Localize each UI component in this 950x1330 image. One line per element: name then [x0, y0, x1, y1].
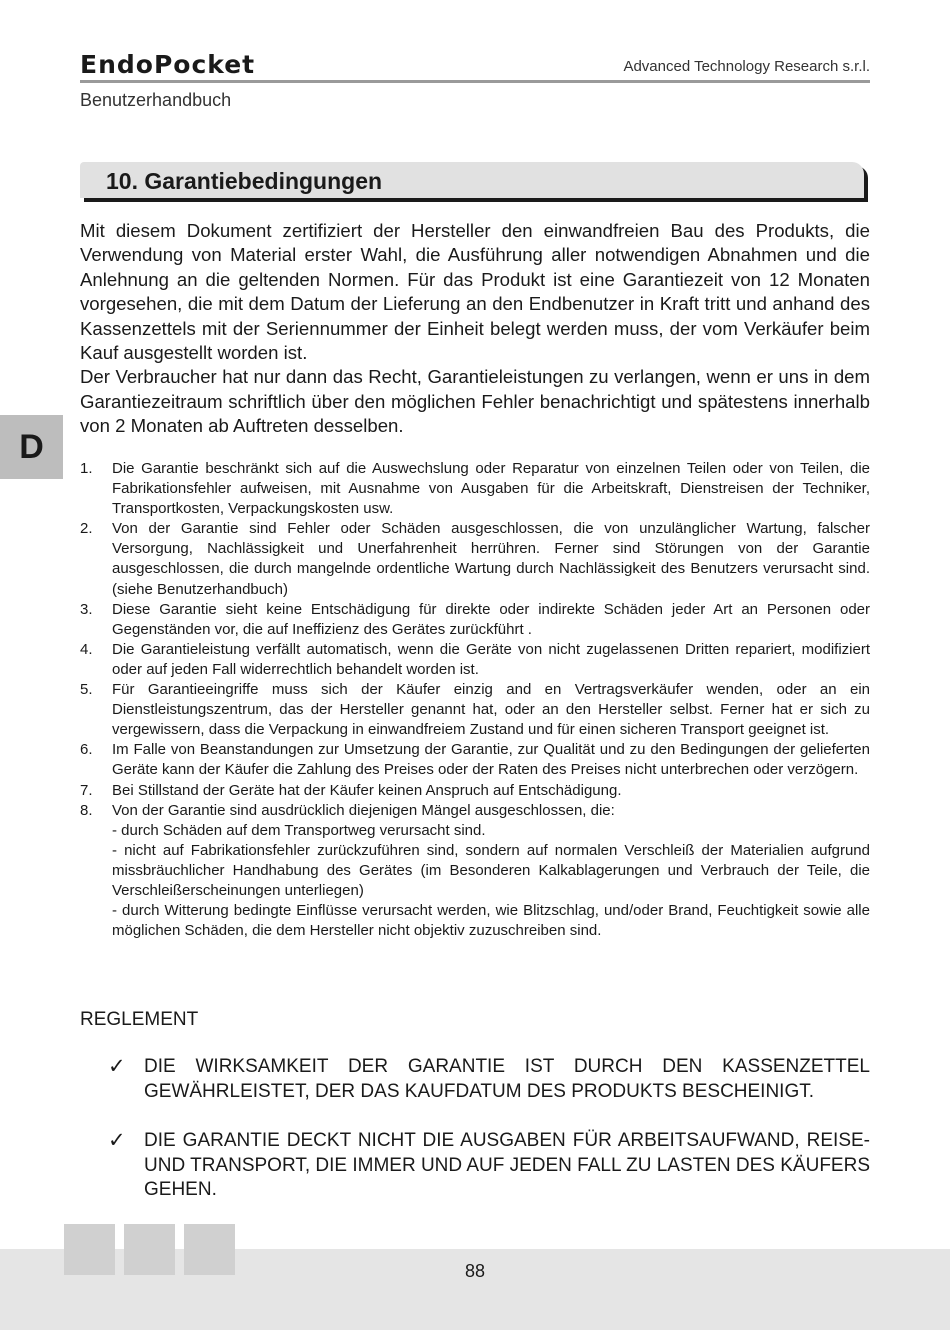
item-text: Die Garantie beschränkt sich auf die Auswechslung oder Reparatur von einzelnen Teilen oder von Teilen, die Fabrikationsfehler aufweisen, mit Ausnahme von Ausgaben für die Arbeitskraft, Dienstreisen der Techniker, Transportkosten, Verpackungskosten usw. — [112, 460, 870, 518]
item-number: 5. — [80, 681, 93, 699]
rule-item — [108, 1129, 870, 1203]
list-item — [80, 640, 870, 680]
item-number: 8. — [80, 801, 93, 819]
company-name: Advanced Technology Research s.r.l. — [623, 58, 870, 75]
rule-text: DIE WIRKSAMKEIT DER GARANTIE IST DURCH DEN KASSENZETTEL GEWÄHRLEISTET, DER DAS KAUFDATUM DES PRODUKTS BESCHEINIGT. — [144, 1056, 870, 1102]
list-item — [80, 801, 870, 942]
item-text: Für Garantieeingriffe muss sich der Käufer einzig and en Vertragsverkäufer wenden, oder an ein Dienstleistungszentrum, das der Hersteller genannt hat, oder an den Hersteller selbst. Ferner hat er sich zu vergewissern, dass die Verpackung in einwandfreiem Zustand und für einen sicheren Transport geeignet ist. — [112, 681, 870, 739]
language-tab: D — [0, 415, 63, 479]
reglement-rules — [108, 1055, 870, 1228]
item-text: Die Garantieleistung verfällt automatisch, wenn die Geräte von nicht zugelassenen Dritten repariert, modifiziert oder auf jeden Fall widerrechtlich behandelt worden ist. — [112, 640, 870, 678]
intro-text — [80, 219, 870, 439]
item-text: Diese Garantie sieht keine Entschädigung für direkte oder indirekte Schäden jeder Art an Personen oder Gegenständen vor, die auf Ineffizienz des Gerätes zurückführt . — [112, 600, 870, 638]
section-title-bar — [80, 162, 864, 198]
section-title: 10. Garantiebedingungen — [106, 168, 383, 194]
manual-subtitle: Benutzerhandbuch — [80, 90, 232, 110]
intro-paragraph: Der Verbraucher hat nur dann das Recht, Garantieleistungen zu verlangen, wenn er uns in dem Garantiezeitraum schriftlich über den möglichen Fehler benachrichtigt und spätestens innerhalb von 2 Monaten ab Auftreten desselben. — [80, 366, 870, 437]
item-number: 7. — [80, 781, 93, 799]
item-number: 1. — [80, 460, 93, 477]
rule-text: DIE GARANTIE DECKT NICHT DIE AUSGABEN FÜR ARBEITSAUFWAND, REISE- UND TRANSPORT, DIE IMMER UND AUF JEDEN FALL ZU LASTEN DES KÄUFERS GEHEN. — [144, 1130, 870, 1200]
brand-logo: EndoPocket — [80, 50, 256, 79]
item-text: Von der Garantie sind Fehler oder Schäden ausgeschlossen, die von unzulänglicher Wartung, falscher Versorgung, Nachlässigkeit und Unerfahrenheit herrühren. Ferner sind Störungen von der Garantie ausgeschlossen, die durch mangelnde ordentliche Wartung durch Nachlässigkeit des Benutzers verursacht sind. (siehe Benutzerhandbuch) — [112, 520, 870, 598]
header-divider — [80, 80, 870, 83]
check-mark-icon: ✓ — [108, 1055, 126, 1078]
sub-item: - durch Schäden auf dem Transportweg verursacht sind. — [112, 821, 486, 839]
list-item — [80, 740, 870, 780]
item-number: 3. — [80, 600, 93, 618]
sub-item: - nicht auf Fabrikationsfehler zurückzuführen sind, sondern auf normalen Verschleiß der Materialien aufgrund missbräuchlicher Handhabung des Gerätes (im Besonderen Kalkablagerungen und Verbrauch der Teile, die Verschleißerscheinungen unterliegen) — [112, 841, 870, 899]
list-item — [80, 600, 870, 640]
item-number: 2. — [80, 520, 93, 538]
list-item — [80, 519, 870, 599]
list-item — [80, 680, 870, 740]
list-item — [80, 781, 870, 801]
sub-item: - durch Witterung bedingte Einflüsse verursacht werden, wie Blitzschlag, und/oder Brand, Feuchtigkeit sowie alle möglichen Schäden, die dem Hersteller nicht objektiv zuzuschreiben sind. — [112, 902, 870, 940]
item-number: 6. — [80, 741, 93, 759]
reglement-heading: REGLEMENT — [80, 1009, 199, 1030]
list-item — [80, 459, 870, 519]
item-number: 4. — [80, 640, 93, 658]
item-text: Von der Garantie sind ausdrücklich diejenigen Mängel ausgeschlossen, die: — [112, 801, 615, 819]
rule-item — [108, 1055, 870, 1104]
item-text: Im Falle von Beanstandungen zur Umsetzung der Garantie, zur Qualität und zu den Bedingungen der gelieferten Geräte kann der Käufer die Zahlung des Preises oder der Raten des Preises nicht unterbrechen oder verzögern. — [112, 741, 870, 779]
intro-paragraph: Mit diesem Dokument zertifiziert der Hersteller den einwandfreien Bau des Produkts, die Verwendung von Material erster Wahl, die Ausführung aller notwendigen Abnahmen und die Anlehnung an die geltenden Normen. Für das Produkt ist eine Garantiezeit von 12 Monaten vorgesehen, die mit dem Datum der Lieferung an den Endbenutzer in Kraft tritt und anhand des Kassenzettels mit der Seriennummer der Einheit belegt werden muss, der vom Verkäufer beim Kauf ausgestellt worden ist. — [80, 220, 870, 364]
check-mark-icon: ✓ — [108, 1129, 126, 1152]
conditions-list — [80, 459, 870, 941]
item-text: Bei Stillstand der Geräte hat der Käufer keinen Anspruch auf Entschädigung. — [112, 781, 622, 799]
page-number: 88 — [464, 1261, 486, 1281]
